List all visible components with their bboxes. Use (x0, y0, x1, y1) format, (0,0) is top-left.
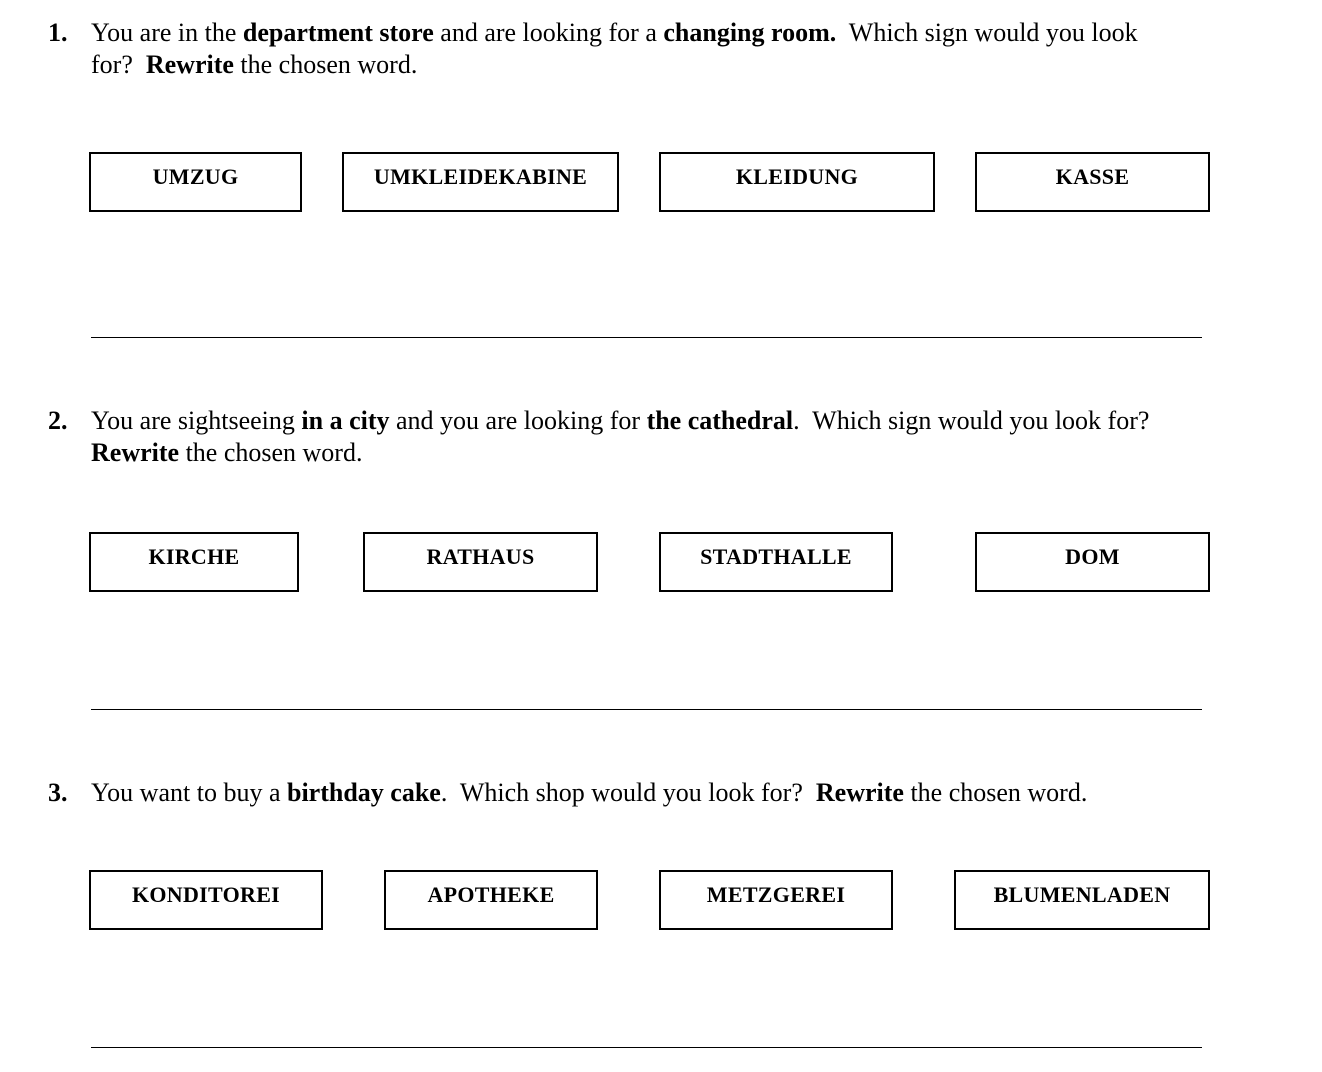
option-stadthalle[interactable]: STADTHALLE (659, 532, 893, 592)
answer-line-1[interactable] (91, 337, 1202, 338)
option-apotheke[interactable]: APOTHEKE (384, 870, 598, 930)
answer-line-3[interactable] (91, 1047, 1202, 1048)
bold-run: birthday cake (286, 778, 441, 807)
text-run: the chosen word. (179, 438, 363, 467)
answer-line-2[interactable] (91, 709, 1202, 710)
text-run: and you are looking for (389, 406, 647, 435)
bold-run: the cathedral (646, 406, 794, 435)
text-run: and are looking for a (433, 18, 664, 47)
bold-run: department store (242, 18, 434, 47)
text-run: for? (91, 50, 146, 79)
bold-run: Rewrite (91, 438, 180, 467)
option-rathaus[interactable]: RATHAUS (363, 532, 598, 592)
question-text (91, 777, 1281, 809)
question-line (91, 405, 1281, 437)
question-line (91, 777, 1281, 809)
option-blumenladen[interactable]: BLUMENLADEN (954, 870, 1210, 930)
question-number: 3. (48, 778, 68, 807)
bold-run: changing room. (663, 18, 837, 47)
bold-run: in a city (301, 406, 390, 435)
question-text (91, 405, 1281, 469)
question-line (91, 17, 1281, 49)
option-dom[interactable]: DOM (975, 532, 1210, 592)
option-metzgerei[interactable]: METZGEREI (659, 870, 893, 930)
text-run: You are sightseeing (91, 406, 302, 435)
option-umzug[interactable]: UMZUG (89, 152, 302, 212)
question-number: 2. (48, 406, 68, 435)
option-konditorei[interactable]: KONDITOREI (89, 870, 323, 930)
option-kirche[interactable]: KIRCHE (89, 532, 299, 592)
bold-run: Rewrite (815, 778, 904, 807)
option-kasse[interactable]: KASSE (975, 152, 1210, 212)
question-number: 1. (48, 18, 68, 47)
option-kleidung[interactable]: KLEIDUNG (659, 152, 935, 212)
text-run: . Which shop would you look for? (440, 778, 816, 807)
text-run: You want to buy a (91, 778, 287, 807)
question-text (91, 17, 1281, 81)
question-line (91, 49, 1281, 81)
option-umkleidekabine[interactable]: UMKLEIDEKABINE (342, 152, 619, 212)
question-line (91, 437, 1281, 469)
text-run: Which sign would you look (836, 18, 1138, 47)
text-run: . Which sign would you look for? (793, 406, 1150, 435)
bold-run: Rewrite (145, 50, 234, 79)
text-run: the chosen word. (233, 50, 418, 79)
text-run: You are in the (91, 18, 243, 47)
text-run: the chosen word. (903, 778, 1088, 807)
